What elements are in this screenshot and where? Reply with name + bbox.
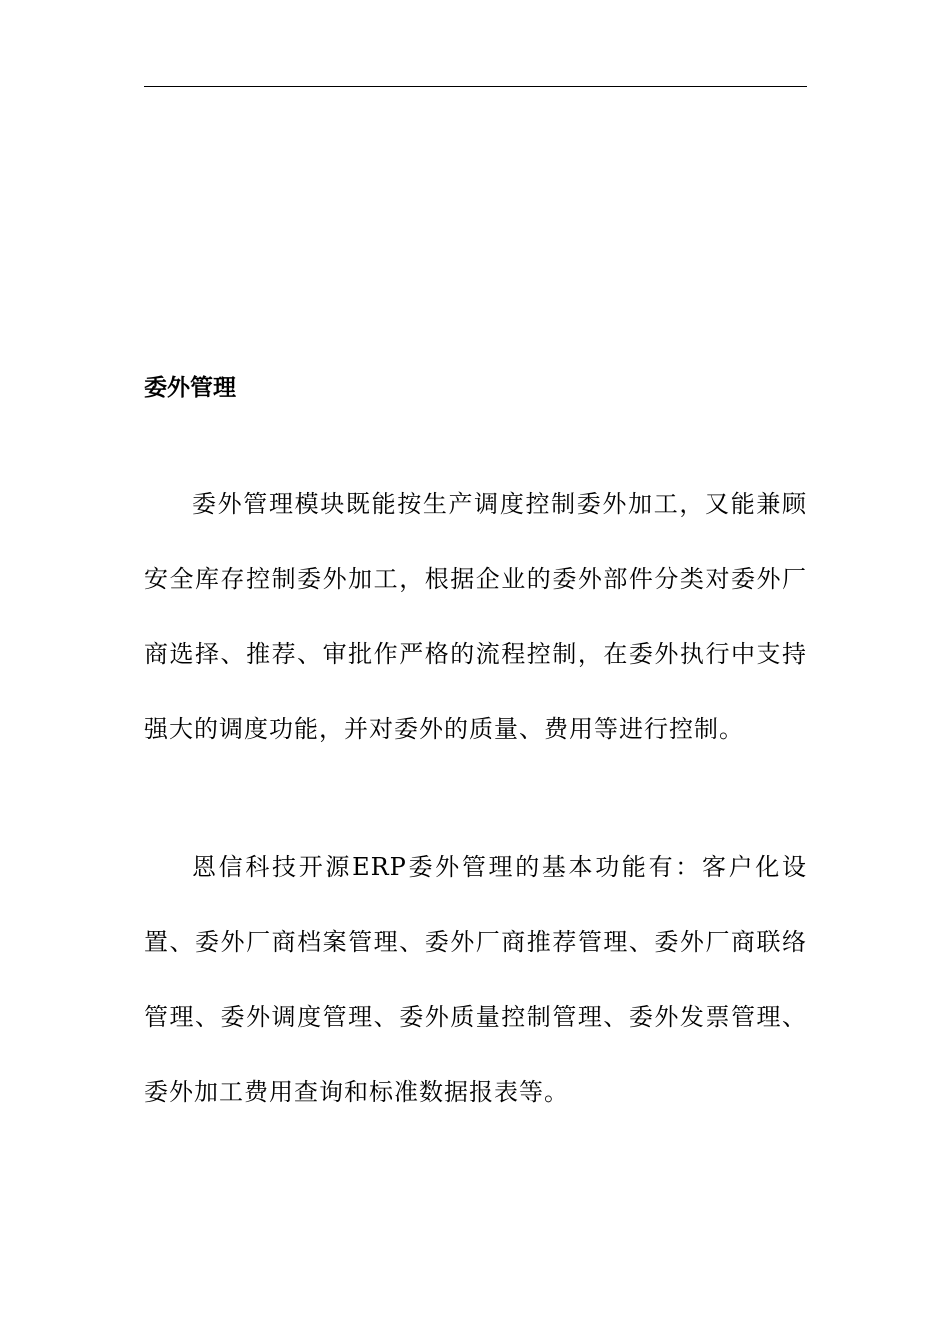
paragraph-intro: 委外管理模块既能按生产调度控制委外加工，又能兼顾安全库存控制委外加工，根据企业的委外部件分类对委外厂商选择、推荐、审批作严格的流程控制，在委外执行中支持强大的调度功能，并对委外的质量、费用等进行控制。 <box>144 490 807 743</box>
section-heading: 委外管理 <box>144 375 236 401</box>
paragraph-features: 恩信科技开源ERP委外管理的基本功能有：客户化设置、委外厂商档案管理、委外厂商推荐管理、委外厂商联络管理、委外调度管理、委外质量控制管理、委外发票管理、委外加工费用查询和标准数据报表等。 <box>144 853 807 1106</box>
header-rule <box>144 86 807 87</box>
